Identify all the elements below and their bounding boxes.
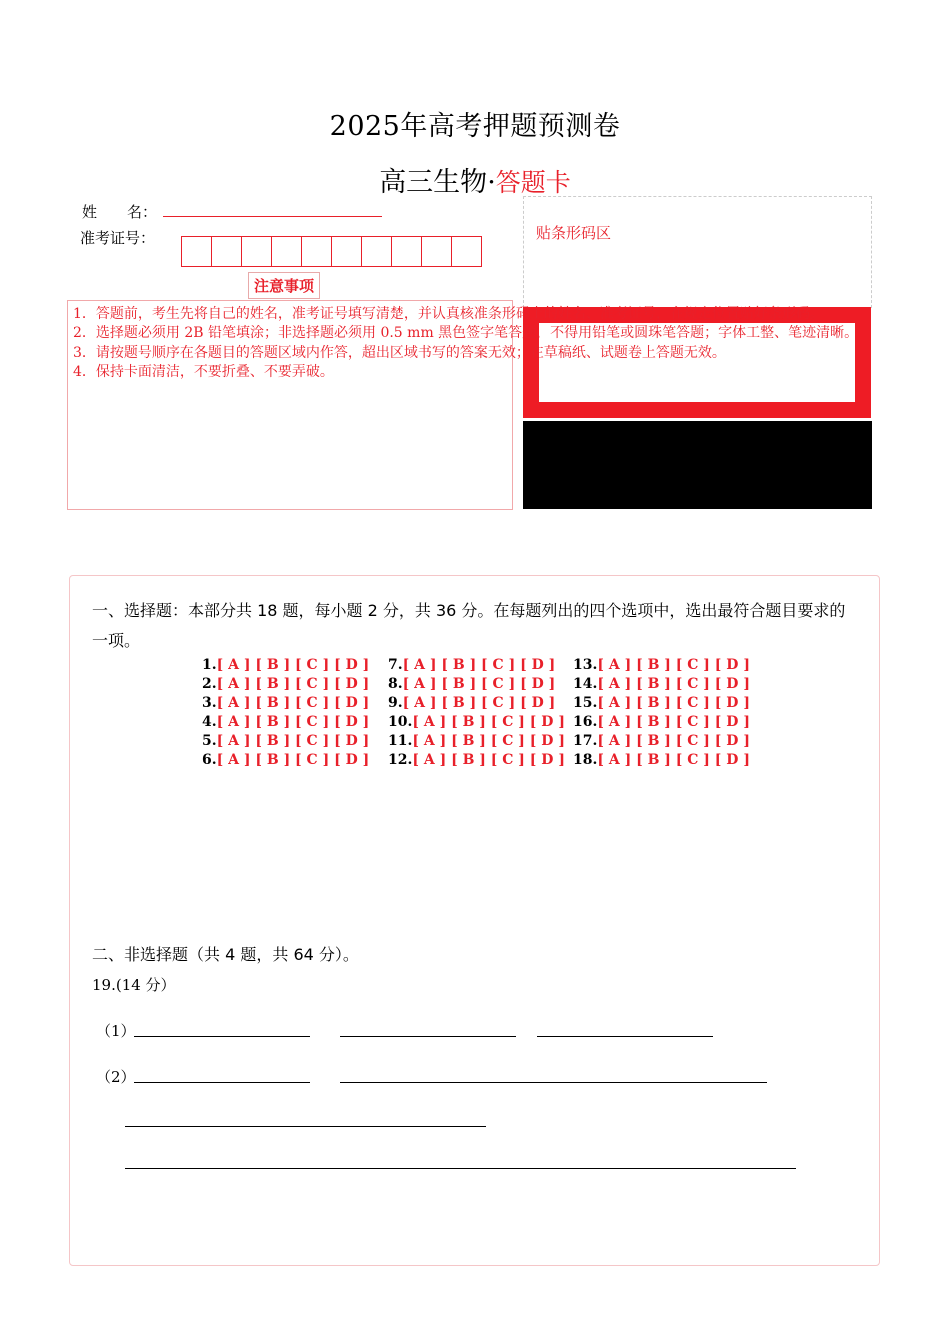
barcode-label: 贴条形码区 (536, 224, 612, 242)
mc-question-row (388, 752, 565, 768)
notice-item: 4．保持卡面清洁，不要折叠、不要弄破。 (73, 363, 334, 380)
notice-item: 3．请按题号顺序在各题目的答题区域内作答，超出区域书写的答案无效；在草稿纸、试题卷上答题无效。 (73, 344, 726, 361)
mc-question-row (388, 733, 565, 749)
id-digit-box[interactable] (301, 236, 332, 267)
question-number: 14. (573, 676, 598, 692)
question-number: 7. (388, 657, 403, 673)
id-digit-box[interactable] (181, 236, 212, 267)
id-digit-box[interactable] (421, 236, 452, 267)
question-number: 2. (202, 676, 217, 692)
answer-options[interactable]: [ A ] [ B ] [ C ] [ D ] (597, 714, 750, 730)
mc-question-row (388, 676, 555, 692)
answer-options[interactable]: [ A ] [ B ] [ C ] [ D ] (216, 676, 370, 692)
answer-options[interactable]: [ A ] [ B ] [ C ] [ D ] (216, 733, 370, 749)
answer-line[interactable] (125, 1125, 486, 1127)
question-number: 12. (388, 752, 413, 768)
non-choice-title: 二、非选择题（共 4 题，共 64 分）。 (92, 945, 359, 964)
notice-title: 注意事项 (248, 272, 320, 299)
question-number: 1. (202, 657, 217, 673)
mc-question-row (573, 695, 750, 711)
name-label: 姓 名： (82, 203, 158, 221)
answer-line[interactable] (134, 1081, 310, 1083)
black-block (523, 421, 872, 509)
question-number: 4. (202, 714, 217, 730)
question-number: 18. (573, 752, 598, 768)
question-number: 6. (202, 752, 217, 768)
answer-options[interactable]: [ A ] [ B ] [ C ] [ D ] (216, 695, 370, 711)
answer-options[interactable]: [ A ] [ B ] [ C ] [ D ] (402, 657, 556, 673)
subject-name: 高三生物 (379, 167, 488, 198)
notice-item: 2．选择题必须用 2B 铅笔填涂；非选择题必须用 0.5 mm 黑色签字笔答题，不得用铅笔或圆珠笔答题；字体工整、笔迹清晰。 (73, 325, 859, 342)
answer-options[interactable]: [ A ] [ B ] [ C ] [ D ] (216, 752, 370, 768)
id-digit-box[interactable] (361, 236, 392, 267)
mc-question-row (388, 657, 555, 673)
mc-question-row (202, 657, 369, 673)
answer-options[interactable]: [ A ] [ B ] [ C ] [ D ] (597, 657, 750, 673)
mc-question-row (573, 676, 750, 692)
mc-question-row (388, 695, 555, 711)
answer-line[interactable] (340, 1081, 767, 1083)
notice-list (73, 305, 858, 382)
mc-question-row (573, 752, 750, 768)
card-label: 答题卡 (495, 168, 571, 197)
mc-question-row (388, 714, 565, 730)
answer-options[interactable]: [ A ] [ B ] [ C ] [ D ] (597, 695, 750, 711)
answer-line[interactable] (134, 1035, 310, 1037)
id-digit-box[interactable] (211, 236, 242, 267)
question-number: 9. (388, 695, 403, 711)
title-separator: · (487, 167, 496, 198)
id-digit-box[interactable] (391, 236, 422, 267)
multiple-choice-intro: 一、选择题：本部分共 18 题，每小题 2 分，共 36 分。在每题列出的四个选项中，选出最符合题目要求的一项。 (92, 601, 846, 650)
part-2-label: （2） (96, 1068, 136, 1086)
mc-question-row (573, 657, 750, 673)
mc-question-row (573, 733, 750, 749)
answer-line[interactable] (537, 1035, 713, 1037)
mc-question-row (202, 733, 369, 749)
mc-question-row (202, 695, 369, 711)
question-number: 13. (573, 657, 598, 673)
id-digit-box[interactable] (451, 236, 482, 267)
answer-options[interactable]: [ A ] [ B ] [ C ] [ D ] (412, 733, 565, 749)
id-number-boxes (181, 236, 481, 267)
question-number: 11. (388, 733, 413, 749)
subject-title (0, 160, 950, 199)
question-number: 8. (388, 676, 403, 692)
id-digit-box[interactable] (331, 236, 362, 267)
part-1-label: （1） (96, 1022, 136, 1040)
question-number: 17. (573, 733, 598, 749)
answer-options[interactable]: [ A ] [ B ] [ C ] [ D ] (216, 714, 370, 730)
answer-line[interactable] (125, 1167, 796, 1169)
id-digit-box[interactable] (241, 236, 272, 267)
question-number: 3. (202, 695, 217, 711)
mc-question-row (573, 714, 750, 730)
question-number: 5. (202, 733, 217, 749)
question-number: 16. (573, 714, 598, 730)
answer-options[interactable]: [ A ] [ B ] [ C ] [ D ] (402, 676, 556, 692)
question-19-title: 19.(14 分） (92, 976, 176, 994)
mc-question-row (202, 714, 369, 730)
barcode-area (523, 196, 872, 308)
mc-question-row (202, 752, 369, 768)
question-number: 10. (388, 714, 413, 730)
answer-options[interactable]: [ A ] [ B ] [ C ] [ D ] (216, 657, 370, 673)
answer-options[interactable]: [ A ] [ B ] [ C ] [ D ] (402, 695, 556, 711)
notice-item: 1．答题前，考生先将自己的姓名，准考证号填写清楚，并认真核准条形码上的姓名、准考证号，在规定位置贴好条形码。 (73, 306, 824, 322)
answer-options[interactable]: [ A ] [ B ] [ C ] [ D ] (412, 714, 565, 730)
answer-line[interactable] (340, 1035, 516, 1037)
id-digit-box[interactable] (271, 236, 302, 267)
question-number: 15. (573, 695, 598, 711)
answer-options[interactable]: [ A ] [ B ] [ C ] [ D ] (412, 752, 565, 768)
name-input-line[interactable] (163, 216, 382, 217)
exam-title: 2025年高考押题预测卷 (329, 111, 621, 142)
answer-options[interactable]: [ A ] [ B ] [ C ] [ D ] (597, 676, 750, 692)
answer-options[interactable]: [ A ] [ B ] [ C ] [ D ] (597, 752, 750, 768)
mc-question-row (202, 676, 369, 692)
id-label: 准考证号： (80, 229, 156, 247)
answer-options[interactable]: [ A ] [ B ] [ C ] [ D ] (597, 733, 750, 749)
